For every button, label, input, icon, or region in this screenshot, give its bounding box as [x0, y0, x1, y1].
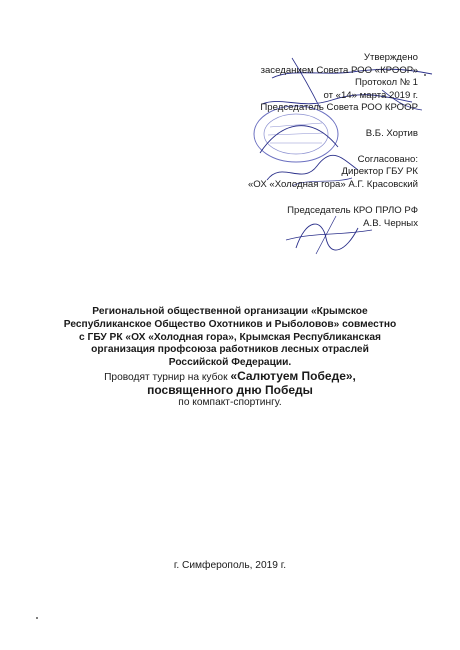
org-line-5: Российской Федерации. [168, 357, 292, 369]
conduct-text: Проводят турнир на кубок [104, 371, 231, 383]
org-line-3: с ГБУ РК «ОХ «Холодная гора», Крымская Республиканская [79, 331, 381, 343]
org-line-1: Региональной общественной организации «Крымское [92, 306, 368, 317]
scan-speck [424, 74, 426, 76]
chair-title: Председатель Совета РОО КРООР [260, 102, 418, 114]
director-title: Директор ГБУ РК [341, 166, 418, 178]
cup-subtitle: посвященного дню Победы [147, 382, 313, 397]
council-line: заседанием Совета РОО «КРООР» [260, 64, 418, 76]
tournament-line [20, 370, 440, 384]
org-line-2: Республиканское Общество Охотников и Рыболовов» совместно [63, 318, 397, 330]
chair-name: В.Б. Хортив [365, 127, 418, 139]
main-title [20, 306, 440, 409]
scan-speck [36, 617, 38, 619]
agreed-heading: Согласовано: [357, 153, 418, 165]
date-line: от «14» марта 2019 г. [323, 89, 418, 101]
approved-heading: Утверждено [363, 52, 418, 63]
approval-block [248, 52, 418, 231]
cup-name: «Салютуем Победе», [230, 368, 356, 383]
director-line: «ОХ «Холодная гора» А.Г. Красовский [247, 178, 418, 190]
protocol-line: Протокол № 1 [355, 77, 418, 89]
place-year: г. Симферополь, 2019 г. [173, 560, 287, 571]
discipline-line: по компакт-спортингу. [178, 396, 282, 408]
org-line-4: организация профсоюза работников лесных отраслей [91, 344, 369, 356]
union-title: Председатель КРО ПРЛО РФ [287, 205, 418, 217]
union-name: А.В. Черных [363, 217, 418, 229]
